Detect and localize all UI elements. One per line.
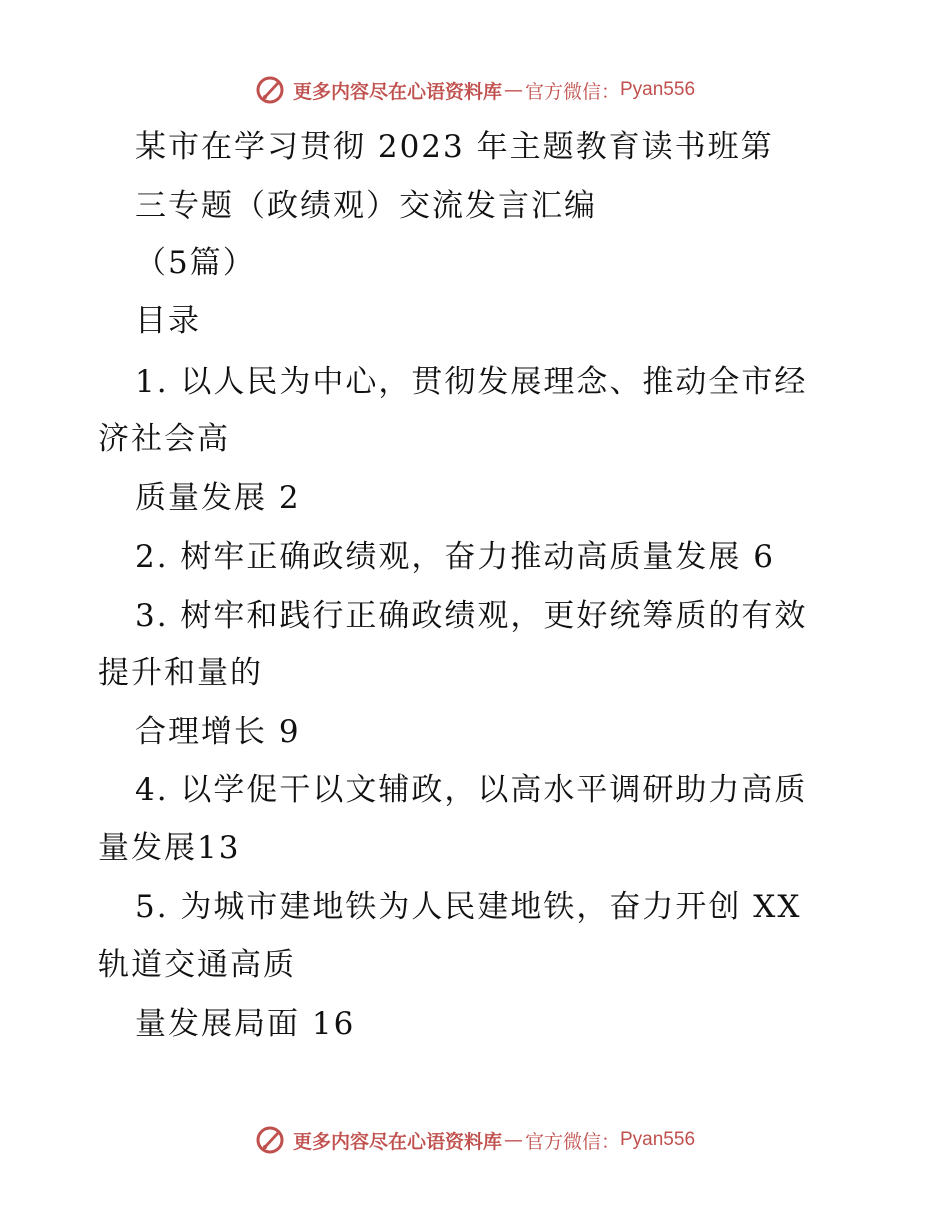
toc-item-3-line-3[interactable]: 合理增长 9: [135, 714, 301, 750]
toc-item-1-line-3[interactable]: 质量发展 2: [135, 480, 301, 516]
quill-logo-icon: [255, 75, 285, 105]
title-line-1: 某市在学习贯彻 2023 年主题教育读书班第: [135, 129, 774, 165]
title-line-2: 三专题（政绩观）交流发言汇编: [135, 188, 597, 224]
toc-item-4-line-1[interactable]: 4. 以学促干以文辅政，以高水平调研助力高质: [135, 772, 808, 808]
watermark-footer: [0, 1120, 950, 1160]
toc-item-5-line-3[interactable]: 量发展局面 16: [135, 1006, 356, 1042]
toc-item-3-line-1[interactable]: 3. 树牢和践行正确政绩观，更好统筹质的有效: [135, 598, 808, 634]
watermark-header: [0, 70, 950, 110]
toc-item-5-line-2[interactable]: 轨道交通高质: [98, 947, 296, 983]
toc-item-5-line-1[interactable]: 5. 为城市建地铁为人民建地铁，奋力开创 XX: [135, 889, 802, 925]
quill-logo-icon: [255, 1125, 285, 1155]
watermark-text: 更多内容尽在心语资料库: [292, 1130, 502, 1153]
watermark-dash: —: [503, 1129, 523, 1151]
watermark-wechat-id: Pyan556: [620, 1129, 696, 1150]
watermark-text: 更多内容尽在心语资料库: [292, 80, 502, 103]
toc-item-1-line-1[interactable]: 1. 以人民为中心，贯彻发展理念、推动全市经: [135, 364, 808, 400]
toc-item-3-line-2[interactable]: 提升和量的: [98, 655, 263, 691]
watermark-official: 官方微信：: [524, 1130, 620, 1153]
watermark-dash: —: [503, 79, 523, 101]
toc-item-2-line-1[interactable]: 2. 树牢正确政绩观，奋力推动高质量发展 6: [135, 539, 776, 575]
watermark-official: 官方微信：: [524, 80, 620, 103]
article-count: （5篇）: [135, 245, 256, 281]
toc-item-4-line-2[interactable]: 量发展13: [98, 830, 241, 866]
toc-heading: 目录: [135, 303, 201, 339]
toc-item-1-line-2[interactable]: 济社会高: [98, 421, 230, 457]
watermark-wechat-id: Pyan556: [620, 79, 696, 100]
